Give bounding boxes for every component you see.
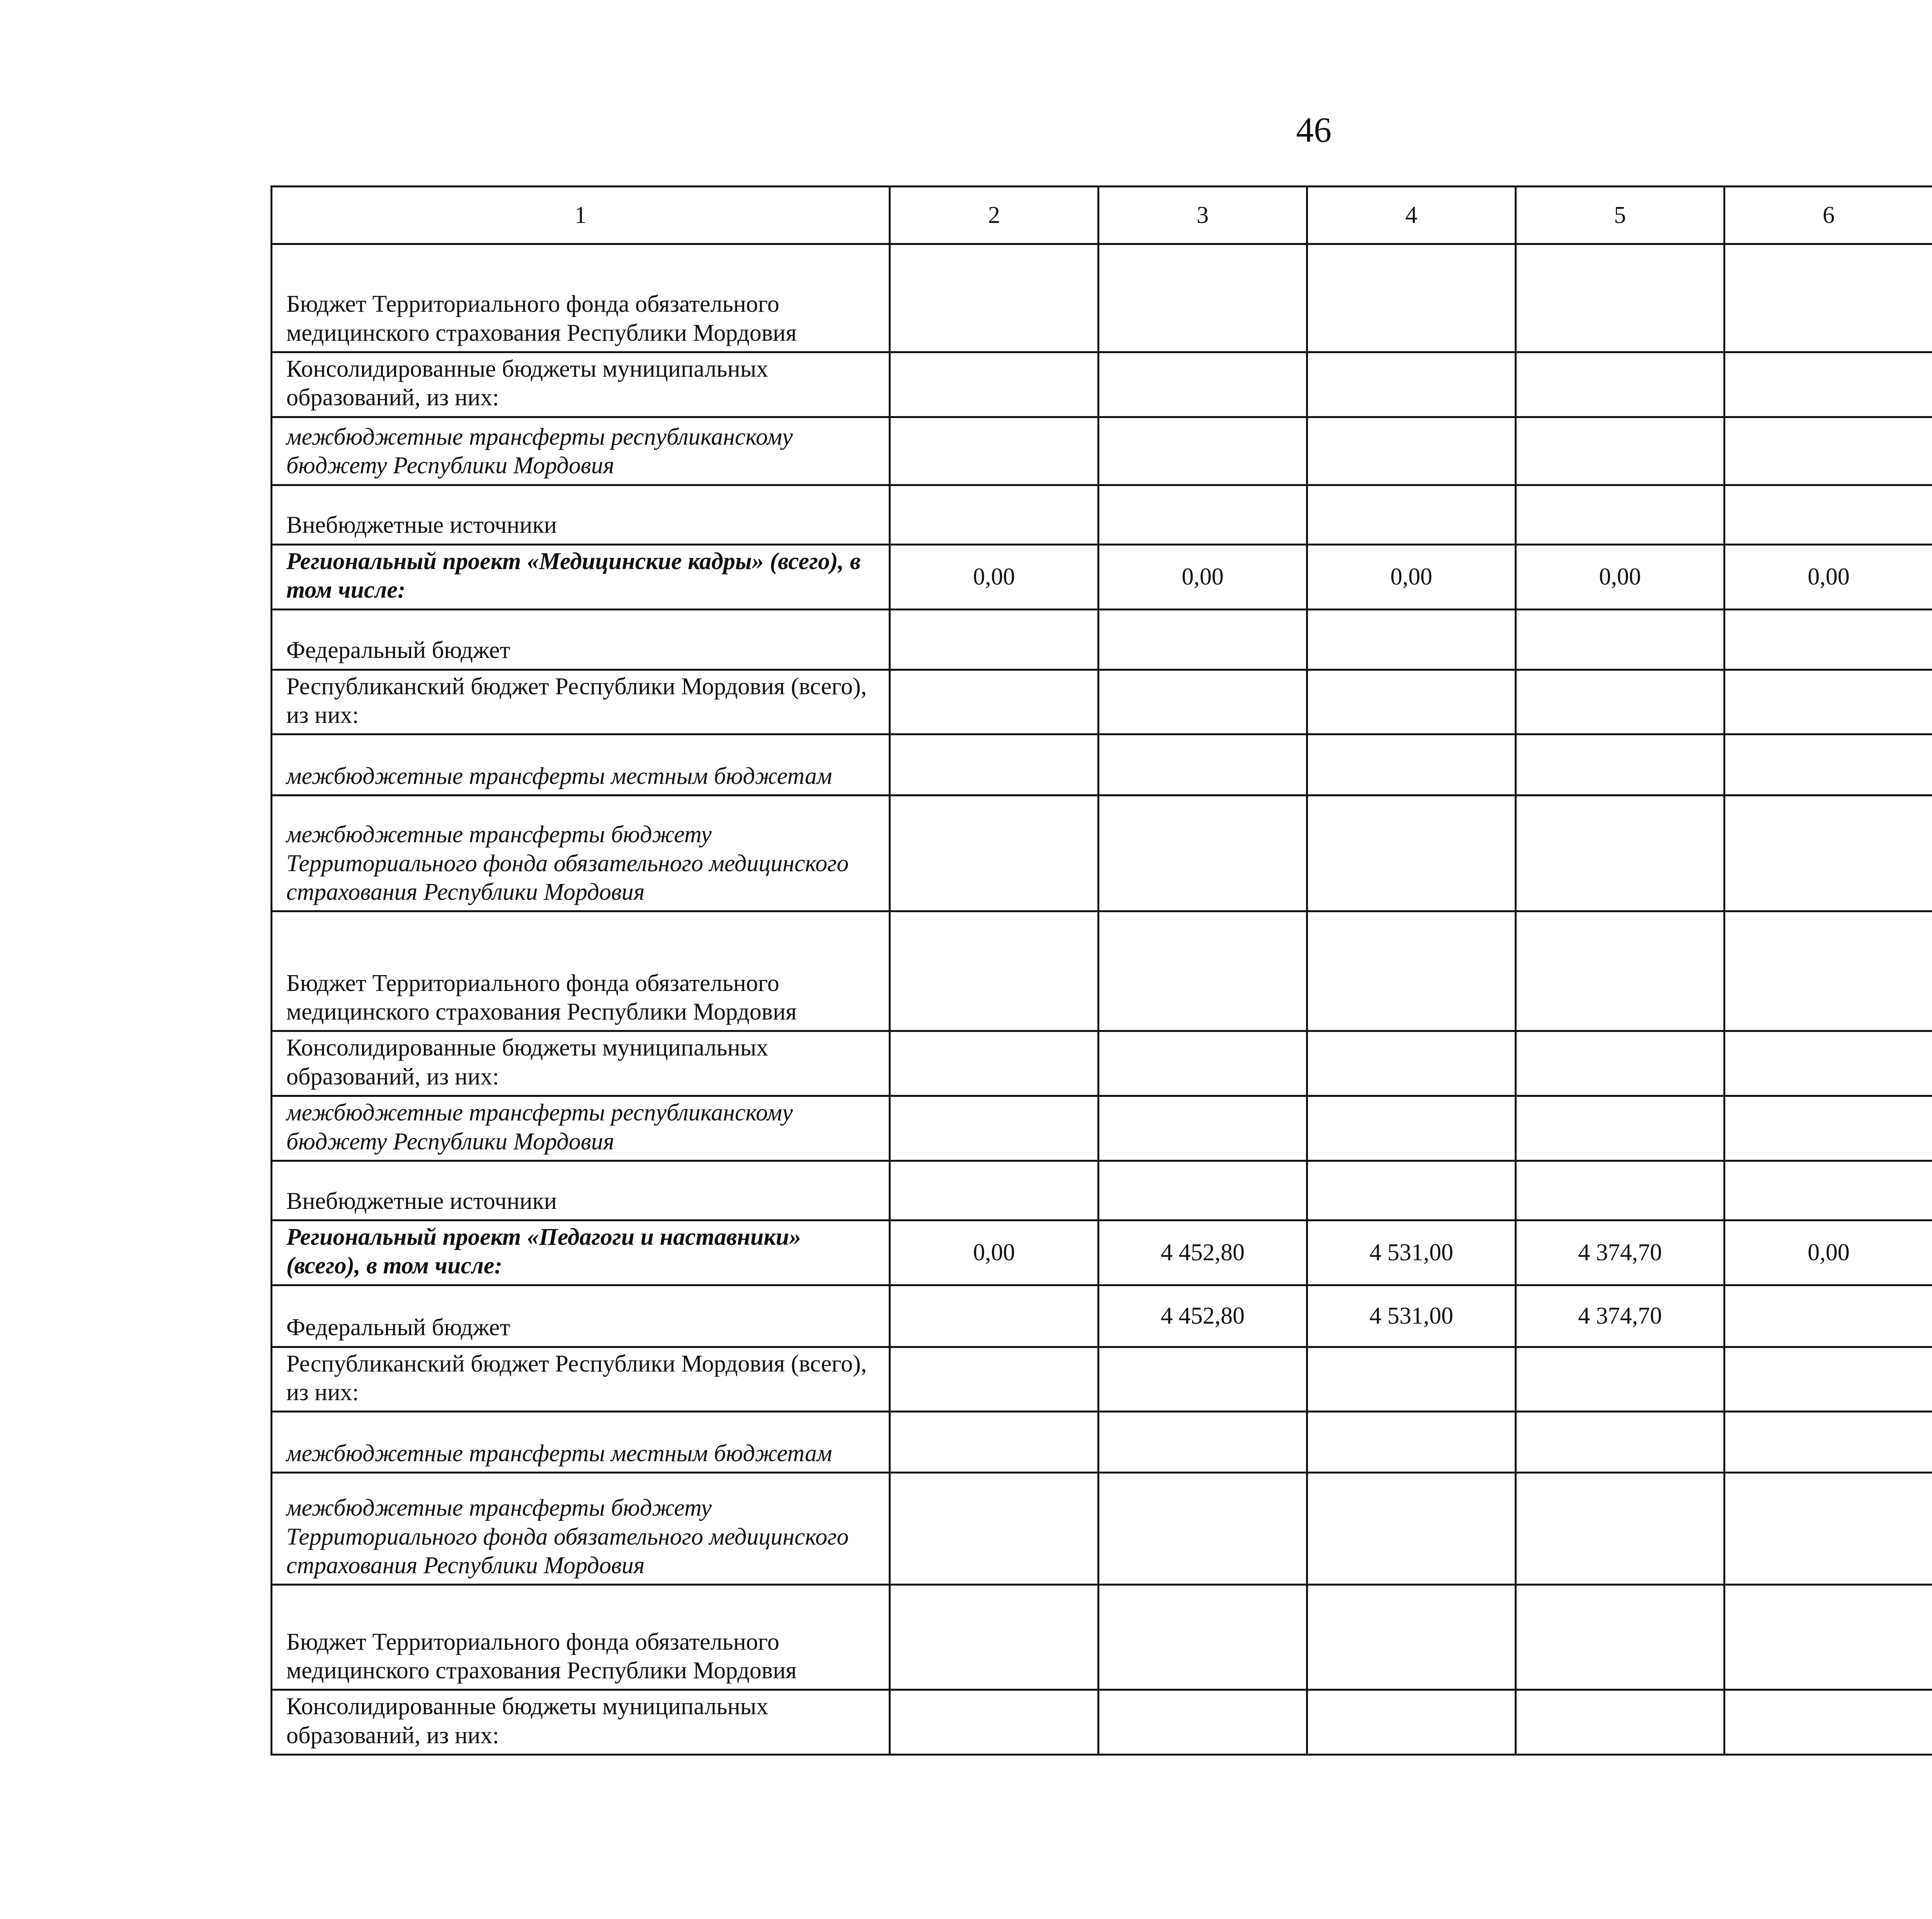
value-cell bbox=[1307, 1473, 1516, 1585]
row-label: Внебюджетные источники bbox=[272, 1161, 890, 1220]
row-label: межбюджетные трансферты бюджету Территориального фонда обязательного медицинского страхования Республики Мордовия bbox=[272, 795, 890, 911]
value-cell bbox=[1725, 1690, 1932, 1755]
value-cell: 0,00 bbox=[890, 1220, 1099, 1285]
column-header: 4 bbox=[1307, 187, 1516, 244]
value-cell bbox=[1516, 1096, 1725, 1161]
table-row bbox=[272, 1285, 1932, 1347]
value-cell bbox=[1307, 609, 1516, 670]
value-cell bbox=[890, 244, 1099, 352]
value-cell bbox=[1725, 244, 1932, 352]
value-cell bbox=[1099, 609, 1307, 670]
column-header: 3 bbox=[1099, 187, 1307, 244]
header-row bbox=[272, 187, 1932, 244]
value-cell bbox=[890, 911, 1099, 1031]
value-cell bbox=[1099, 795, 1307, 911]
value-cell bbox=[890, 734, 1099, 795]
value-cell bbox=[1725, 1585, 1932, 1690]
value-cell bbox=[1725, 1096, 1932, 1161]
value-cell bbox=[1099, 1096, 1307, 1161]
table-row bbox=[272, 352, 1932, 417]
value-cell bbox=[1307, 1347, 1516, 1412]
value-cell bbox=[1725, 734, 1932, 795]
value-cell bbox=[1307, 1096, 1516, 1161]
value-cell bbox=[1725, 795, 1932, 911]
value-cell bbox=[1099, 417, 1307, 485]
row-label: Региональный проект «Педагоги и наставники» (всего), в том числе: bbox=[272, 1220, 890, 1285]
value-cell bbox=[890, 1473, 1099, 1585]
value-cell bbox=[1725, 1473, 1932, 1585]
value-cell bbox=[1099, 670, 1307, 734]
value-cell: 4 531,00 bbox=[1307, 1285, 1516, 1347]
table-row bbox=[272, 1347, 1932, 1412]
table-row bbox=[272, 1585, 1932, 1690]
value-cell bbox=[1307, 244, 1516, 352]
table-row bbox=[272, 734, 1932, 795]
value-cell bbox=[1725, 1161, 1932, 1220]
row-label: Республиканский бюджет Республики Мордовия (всего), из них: bbox=[272, 1347, 890, 1412]
value-cell bbox=[1725, 352, 1932, 417]
value-cell: 0,00 bbox=[1725, 1220, 1932, 1285]
value-cell bbox=[1516, 1031, 1725, 1096]
value-cell bbox=[1516, 1347, 1725, 1412]
value-cell bbox=[1099, 1031, 1307, 1096]
row-label: Бюджет Территориального фонда обязательного медицинского страхования Республики Мордовия bbox=[272, 244, 890, 352]
value-cell bbox=[1307, 352, 1516, 417]
value-cell bbox=[1307, 670, 1516, 734]
value-cell bbox=[1725, 485, 1932, 544]
table-body bbox=[272, 187, 1932, 1755]
table-row bbox=[272, 911, 1932, 1031]
table-row bbox=[272, 485, 1932, 544]
value-cell: 4 531,00 bbox=[1307, 1220, 1516, 1285]
column-header: 1 bbox=[272, 187, 890, 244]
value-cell: 0,00 bbox=[1725, 544, 1932, 609]
row-label: межбюджетные трансферты бюджету Территориального фонда обязательного медицинского страхования Республики Мордовия bbox=[272, 1473, 890, 1585]
value-cell bbox=[890, 1161, 1099, 1220]
row-label: Консолидированные бюджеты муниципальных образований, из них: bbox=[272, 352, 890, 417]
value-cell bbox=[1099, 352, 1307, 417]
value-cell bbox=[1307, 417, 1516, 485]
value-cell bbox=[890, 609, 1099, 670]
row-label: Федеральный бюджет bbox=[272, 1285, 890, 1347]
value-cell bbox=[1307, 1031, 1516, 1096]
row-label: Региональный проект «Медицинские кадры» (всего), в том числе: bbox=[272, 544, 890, 609]
table-row bbox=[272, 670, 1932, 734]
column-header: 5 bbox=[1516, 187, 1725, 244]
value-cell: 0,00 bbox=[890, 544, 1099, 609]
table-row bbox=[272, 1473, 1932, 1585]
table-row bbox=[272, 1031, 1932, 1096]
value-cell bbox=[1307, 734, 1516, 795]
value-cell bbox=[1516, 670, 1725, 734]
value-cell: 0,00 bbox=[1307, 544, 1516, 609]
value-cell bbox=[1516, 734, 1725, 795]
row-label: Бюджет Территориального фонда обязательного медицинского страхования Республики Мордовия bbox=[272, 911, 890, 1031]
value-cell bbox=[890, 485, 1099, 544]
row-label: Консолидированные бюджеты муниципальных образований, из них: bbox=[272, 1690, 890, 1755]
value-cell: 0,00 bbox=[1516, 544, 1725, 609]
value-cell bbox=[1516, 1473, 1725, 1585]
table-row bbox=[272, 1412, 1932, 1473]
table-row bbox=[272, 1096, 1932, 1161]
table-row bbox=[272, 1220, 1932, 1285]
value-cell: 4 452,80 bbox=[1099, 1285, 1307, 1347]
value-cell: 0,00 bbox=[1099, 544, 1307, 609]
value-cell bbox=[1307, 485, 1516, 544]
value-cell bbox=[890, 795, 1099, 911]
budget-table bbox=[270, 185, 1932, 1756]
row-label: Внебюджетные источники bbox=[272, 485, 890, 544]
value-cell bbox=[1307, 795, 1516, 911]
value-cell bbox=[890, 1347, 1099, 1412]
value-cell bbox=[1099, 911, 1307, 1031]
value-cell bbox=[1725, 1347, 1932, 1412]
value-cell bbox=[1516, 1690, 1725, 1755]
value-cell bbox=[890, 417, 1099, 485]
value-cell bbox=[1725, 1285, 1932, 1347]
row-label: межбюджетные трансферты местным бюджетам bbox=[272, 734, 890, 795]
value-cell bbox=[1516, 609, 1725, 670]
value-cell bbox=[1725, 670, 1932, 734]
value-cell: 4 374,70 bbox=[1516, 1285, 1725, 1347]
row-label: Консолидированные бюджеты муниципальных образований, из них: bbox=[272, 1031, 890, 1096]
value-cell: 4 452,80 bbox=[1099, 1220, 1307, 1285]
row-label: Федеральный бюджет bbox=[272, 609, 890, 670]
value-cell: 4 374,70 bbox=[1516, 1220, 1725, 1285]
column-header: 2 bbox=[890, 187, 1099, 244]
table-row bbox=[272, 417, 1932, 485]
value-cell bbox=[1307, 911, 1516, 1031]
value-cell bbox=[1516, 1585, 1725, 1690]
value-cell bbox=[890, 352, 1099, 417]
value-cell bbox=[1725, 417, 1932, 485]
value-cell bbox=[1516, 911, 1725, 1031]
value-cell bbox=[1099, 1161, 1307, 1220]
value-cell bbox=[1099, 1412, 1307, 1473]
table-row bbox=[272, 544, 1932, 609]
row-label: межбюджетные трансферты республиканскому бюджету Республики Мордовия bbox=[272, 1096, 890, 1161]
table-row bbox=[272, 244, 1932, 352]
value-cell bbox=[890, 1031, 1099, 1096]
value-cell bbox=[1725, 1412, 1932, 1473]
row-label: Республиканский бюджет Республики Мордовия (всего), из них: bbox=[272, 670, 890, 734]
page-number: 46 bbox=[1296, 110, 1332, 150]
value-cell bbox=[1307, 1585, 1516, 1690]
value-cell bbox=[1099, 1347, 1307, 1412]
value-cell bbox=[1307, 1412, 1516, 1473]
value-cell bbox=[1099, 244, 1307, 352]
value-cell bbox=[890, 1585, 1099, 1690]
value-cell bbox=[1099, 1690, 1307, 1755]
table-row bbox=[272, 795, 1932, 911]
table-row bbox=[272, 1690, 1932, 1755]
value-cell bbox=[1725, 911, 1932, 1031]
table-row bbox=[272, 609, 1932, 670]
value-cell bbox=[1516, 795, 1725, 911]
value-cell bbox=[1099, 1585, 1307, 1690]
value-cell bbox=[890, 1285, 1099, 1347]
value-cell bbox=[890, 670, 1099, 734]
value-cell bbox=[1516, 417, 1725, 485]
value-cell bbox=[1725, 1031, 1932, 1096]
value-cell bbox=[1099, 1473, 1307, 1585]
value-cell bbox=[1099, 734, 1307, 795]
column-header: 6 bbox=[1725, 187, 1932, 244]
value-cell bbox=[1516, 1161, 1725, 1220]
value-cell bbox=[1516, 485, 1725, 544]
value-cell bbox=[1307, 1690, 1516, 1755]
value-cell bbox=[1516, 244, 1725, 352]
value-cell bbox=[890, 1690, 1099, 1755]
value-cell bbox=[890, 1096, 1099, 1161]
value-cell bbox=[1307, 1161, 1516, 1220]
value-cell bbox=[1725, 609, 1932, 670]
value-cell bbox=[890, 1412, 1099, 1473]
table-row bbox=[272, 1161, 1932, 1220]
value-cell bbox=[1516, 352, 1725, 417]
row-label: межбюджетные трансферты местным бюджетам bbox=[272, 1412, 890, 1473]
row-label: межбюджетные трансферты республиканскому бюджету Республики Мордовия bbox=[272, 417, 890, 485]
row-label: Бюджет Территориального фонда обязательного медицинского страхования Республики Мордовия bbox=[272, 1585, 890, 1690]
value-cell bbox=[1099, 485, 1307, 544]
value-cell bbox=[1516, 1412, 1725, 1473]
